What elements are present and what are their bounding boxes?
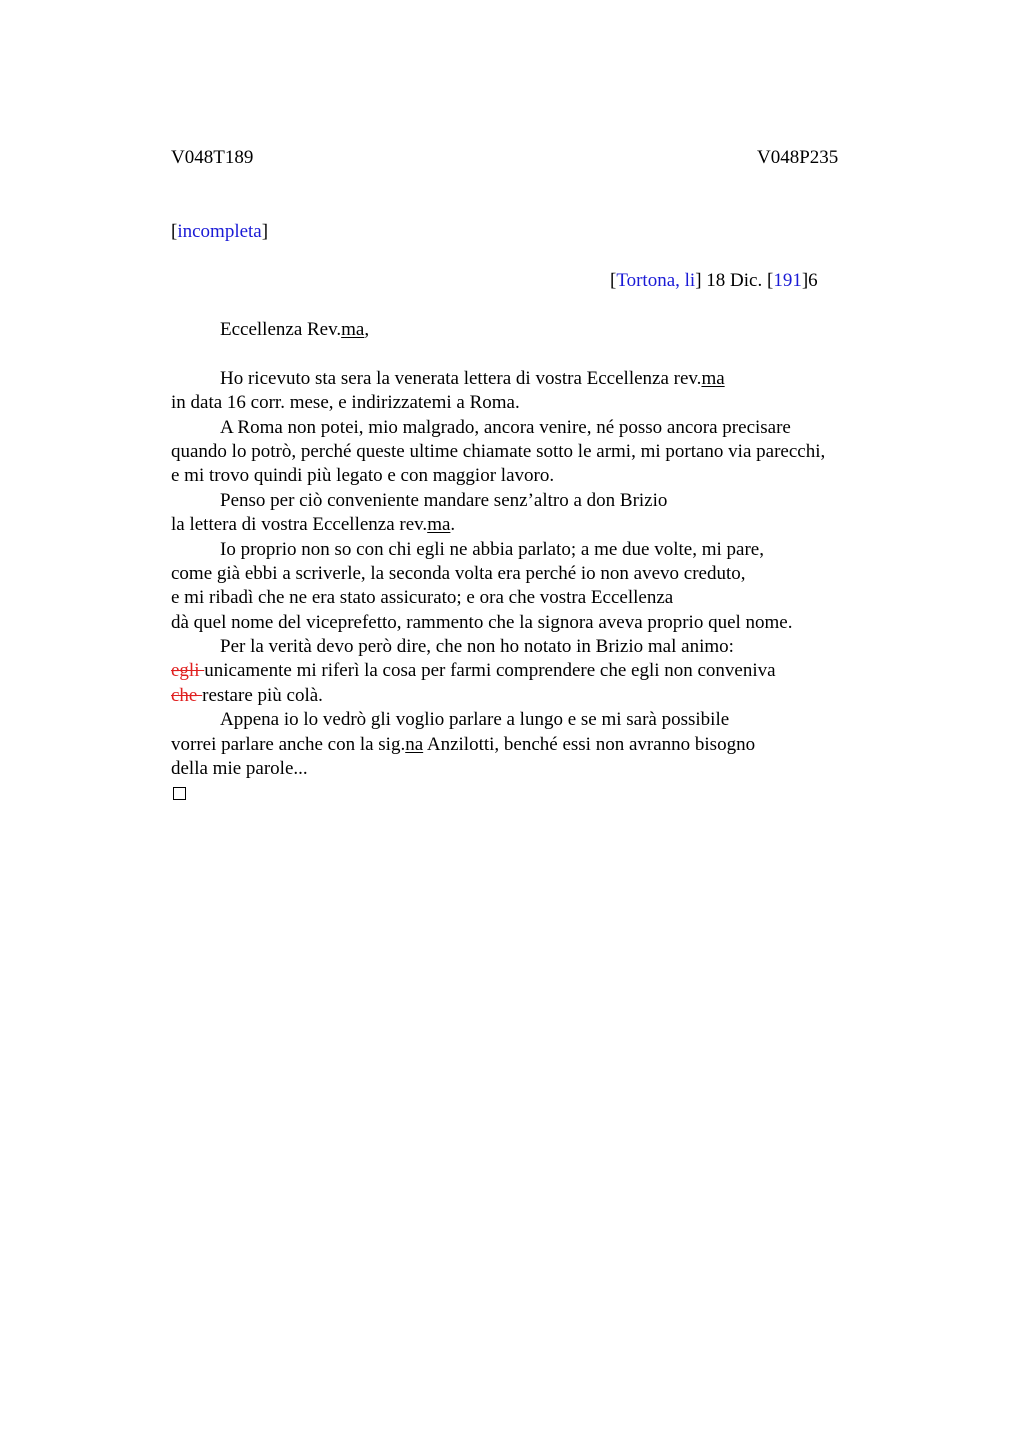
line-text-end: Anzilotti, benché essi non avranno bisogno (423, 733, 756, 755)
paragraph-line: Appena io lo vedrò gli voglio parlare a lungo e se mi sarà possibile (220, 709, 730, 731)
paragraph-line (171, 733, 891, 757)
volume-code-left: V048T189 (171, 147, 254, 168)
paragraph-line: Io proprio non so con chi egli ne abbia parlato; a me due volte, mi pare, (220, 538, 764, 560)
letter-body (171, 318, 891, 806)
paragraph-line: dà quel nome del viceprefetto, rammento che la signora aveva proprio quel nome. (171, 611, 793, 633)
place-bracket-close: ] (695, 270, 702, 291)
date-text: 18 Dic. (701, 270, 767, 291)
paragraph-line (171, 684, 891, 708)
dateline (610, 269, 818, 293)
line-text: Ho ricevuto sta sera la venerata lettera di vostra Eccellenza rev. (220, 367, 702, 389)
bracket-open: [ (171, 221, 178, 242)
year-suffix: 6 (808, 270, 818, 291)
year-bracket-close: ] (801, 270, 809, 291)
incomplete-note (171, 220, 268, 244)
paragraph-line (171, 659, 891, 683)
salutation-end: , (364, 319, 370, 340)
bracket-close: ] (261, 221, 269, 242)
line-text: vorrei parlare anche con la sig. (171, 733, 406, 755)
end-square-icon (173, 787, 186, 800)
abbreviation: na (405, 733, 424, 755)
paragraph-line: quando lo potrò, perché queste ultime chiamate sotto le armi, mi portano via parecchi, (171, 440, 826, 462)
place-bracket-open: [ (610, 270, 617, 291)
line-end: . (450, 514, 456, 536)
paragraph-line (171, 367, 891, 391)
year-prefix: 191 (773, 270, 802, 291)
paragraph-line: e mi trovo quindi più legato e con maggior lavoro. (171, 465, 555, 487)
abbreviation: ma (701, 367, 725, 389)
salutation (171, 318, 891, 342)
place-name: Tortona, li (616, 270, 696, 291)
paragraph-line: in data 16 corr. mese, e indirizzatemi a Roma. (171, 392, 520, 414)
line-text: la lettera di vostra Eccellenza rev. (171, 514, 428, 536)
deleted-word: egli (171, 660, 205, 682)
year-bracket-open: [ (766, 270, 774, 291)
paragraph-gap (171, 342, 891, 366)
paragraph-line: e mi ribadì che ne era stato assicurato; e ora che vostra Eccellenza (171, 587, 674, 609)
deleted-word: che (171, 684, 203, 706)
salutation-abbreviation: ma (341, 319, 365, 340)
line-text: unicamente mi riferì la cosa per farmi comprendere che egli non conveniva (204, 660, 776, 682)
end-marker-line (171, 781, 891, 805)
paragraph-line: A Roma non potei, mio malgrado, ancora venire, né posso ancora precisare (220, 416, 791, 438)
paragraph-line: Per la verità devo però dire, che non ho notato in Brizio mal animo: (220, 636, 734, 658)
incomplete-label: incompleta (177, 221, 262, 242)
page-code-right: V048P235 (757, 147, 839, 168)
paragraph-line: come già ebbi a scriverle, la seconda volta era perché io non avevo creduto, (171, 562, 746, 584)
abbreviation: ma (427, 514, 451, 536)
paragraph-line (171, 513, 891, 537)
salutation-text: Eccellenza Rev. (220, 319, 342, 340)
line-text: restare più colà. (202, 684, 323, 706)
paragraph-line: della mie parole... (171, 758, 308, 780)
paragraph-line: Penso per ciò conveniente mandare senz’altro a don Brizio (220, 489, 668, 511)
